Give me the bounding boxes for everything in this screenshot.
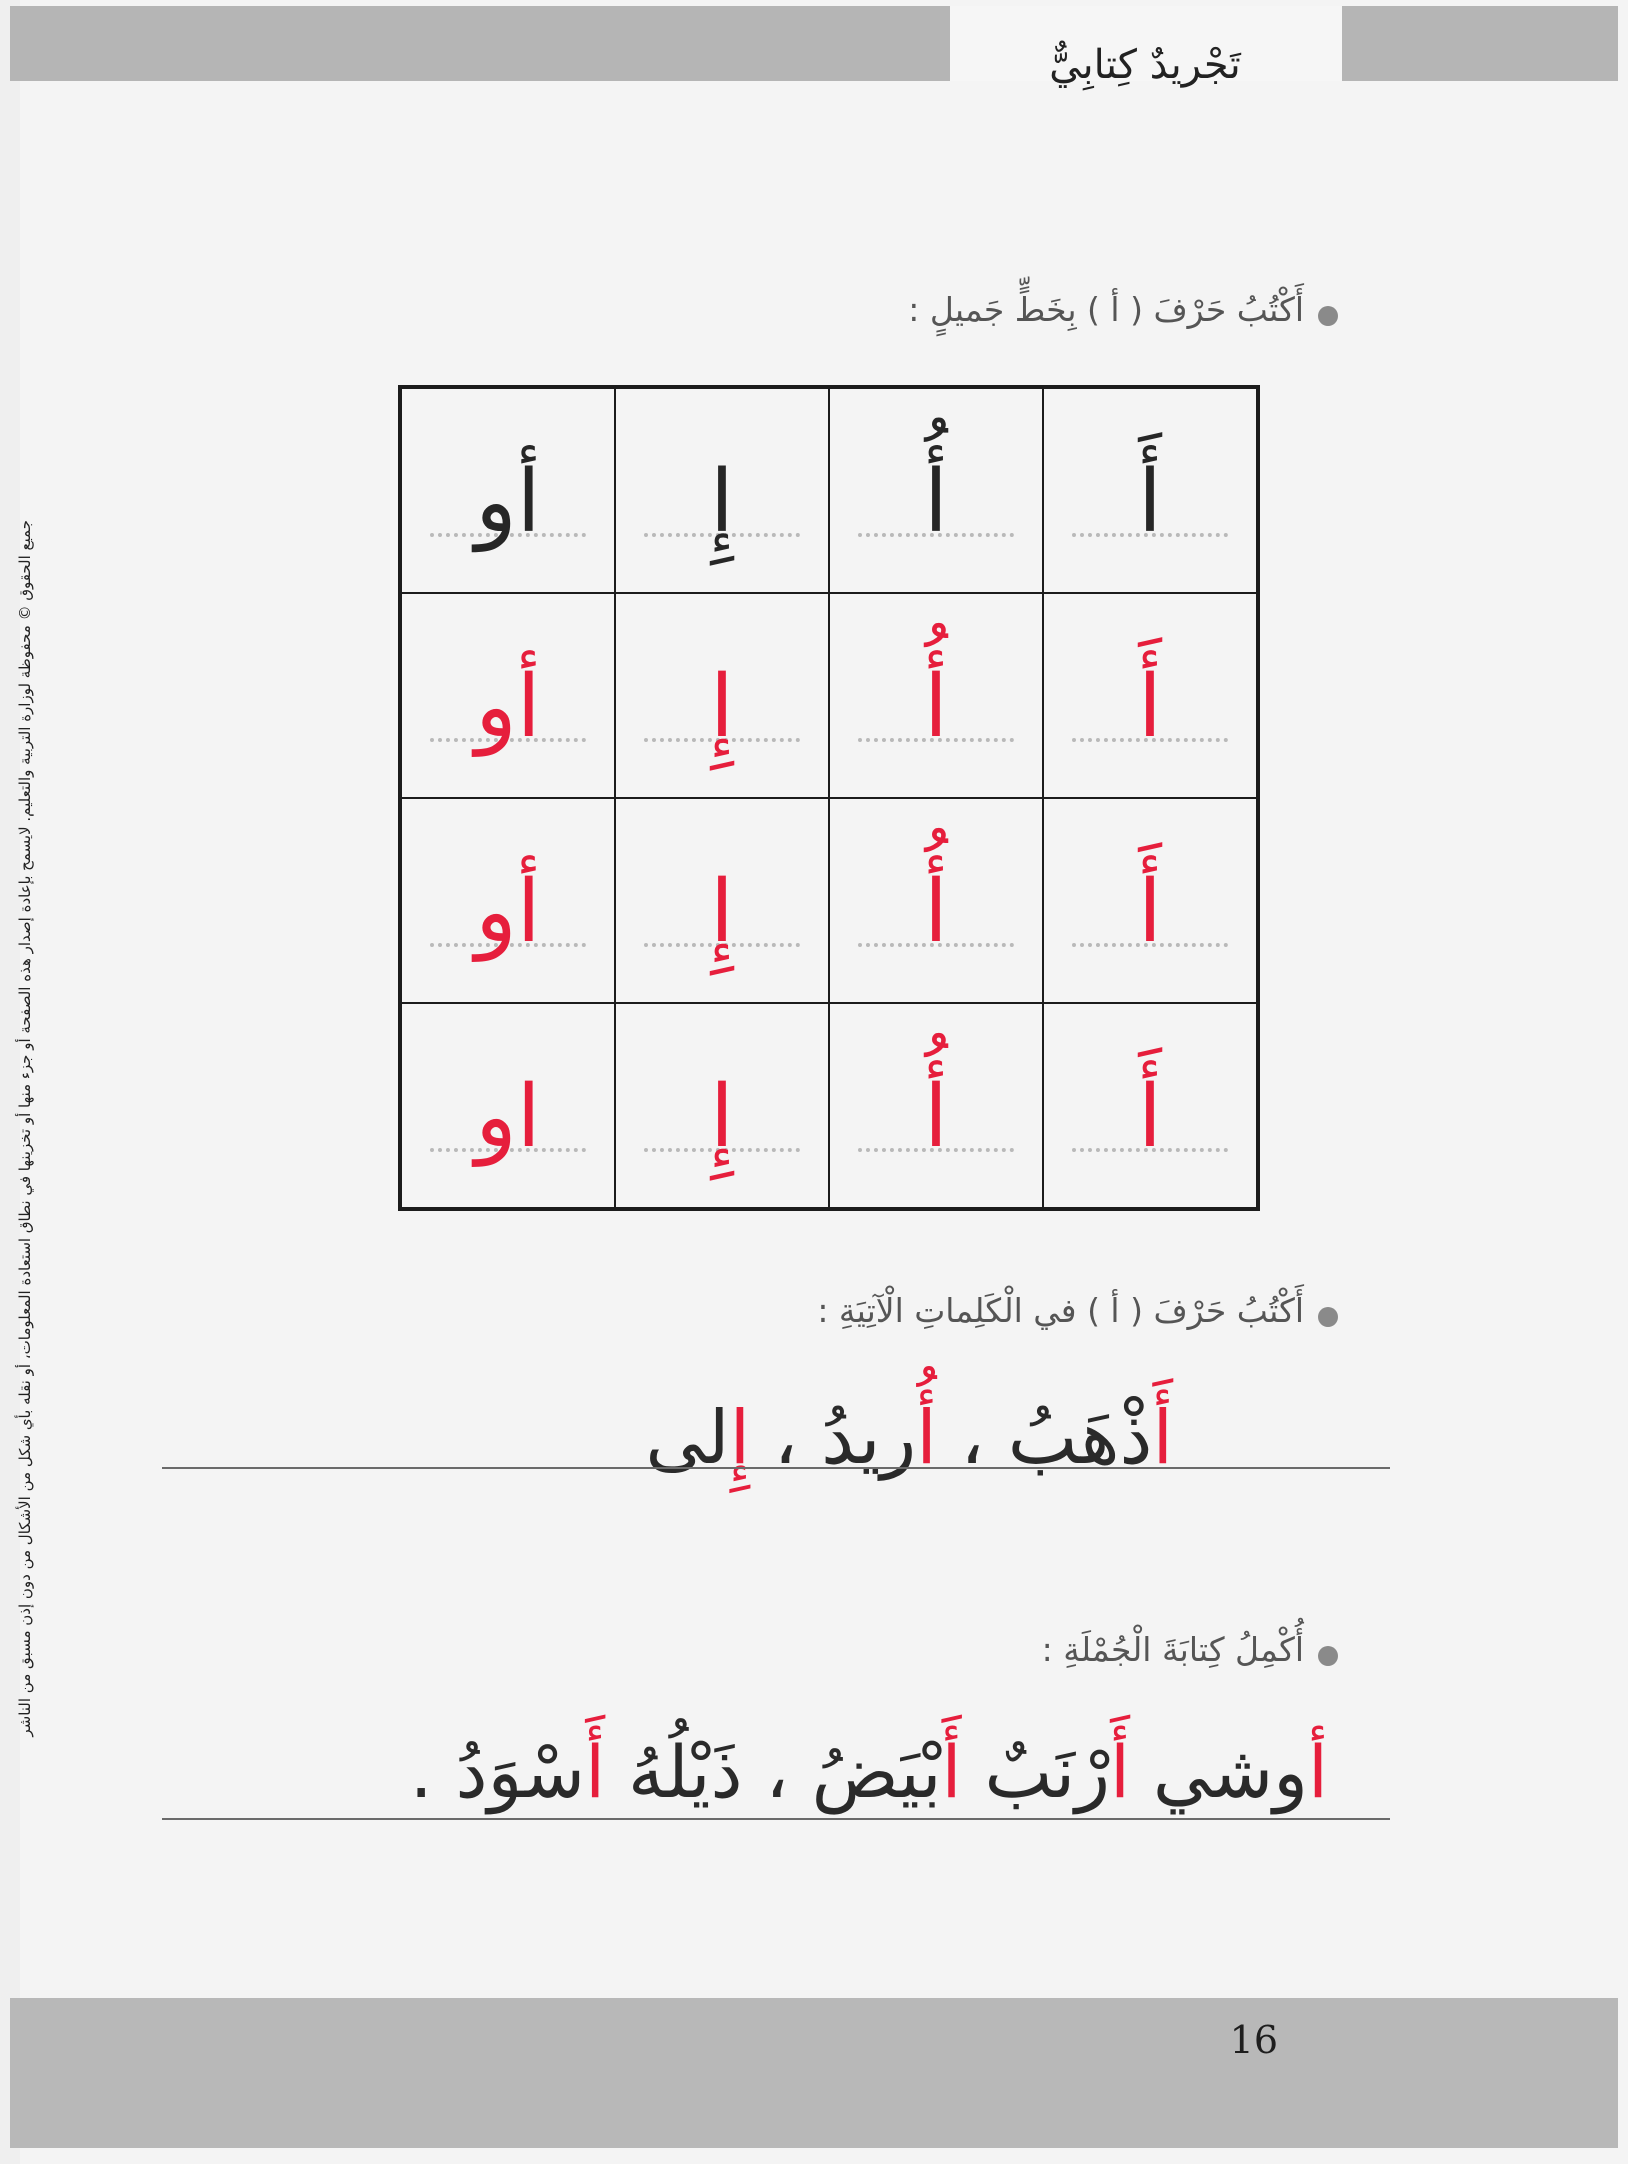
handwritten-letter: أُ (924, 862, 948, 962)
word-rest: بْيَضُ (811, 1730, 942, 1814)
comma: ، (750, 1395, 798, 1481)
grid-cell (829, 593, 1043, 798)
word-rest: سْوَدُ . (409, 1730, 586, 1814)
comma: ، (936, 1395, 985, 1481)
exercise1-instruction: أَكْتُبُ حَرْفَ ( أ ) بِخَطٍّ جَميلٍ : (908, 290, 1304, 329)
exercise2-instruction: أَكْتُبُ حَرْفَ ( أ ) في الْكَلِماتِ الْآتِيَةِ : (817, 1291, 1304, 1330)
filled-letter: أُ (916, 1395, 937, 1481)
grid-cell (1043, 388, 1257, 593)
footer-band (10, 1998, 1618, 2148)
handwritten-letter: أو (475, 657, 541, 757)
grid-cell (401, 593, 615, 798)
page-title: تَجْريدٌ كِتابِيٌّ (1049, 42, 1241, 88)
header-band-left (10, 6, 950, 81)
copyright-note: جميع الحقوق © محفوظة لوزارة التربية والتعليم. لايسمح بإعادة إصدار هذه الصفحة أو جزء منها أو تخزينها في نطاق استعادة المعلومات، أو نقله بأي شكل من الأشكال من دون إذن مسبق من الناشر (16, 520, 34, 1737)
word-rest: ذَيْلُهُ (628, 1730, 743, 1814)
grid-cell (615, 388, 829, 593)
comma: ، (742, 1730, 789, 1814)
word (1153, 1730, 1328, 1814)
handwritten-letter: أَ (1138, 1067, 1162, 1167)
writing-line (162, 1818, 1390, 1820)
writing-line (162, 1467, 1390, 1469)
handwritten-letter: أَ (1138, 862, 1162, 962)
filled-letter: أَ (585, 1730, 606, 1814)
grid-cell (401, 1003, 615, 1208)
handwritten-letter: أو (475, 862, 541, 962)
filled-letter: أَ (1152, 1395, 1173, 1481)
exercise3-answer (410, 1730, 1328, 1814)
word (410, 1730, 605, 1814)
printed-letter: أَ (1138, 452, 1162, 552)
handwritten-letter: إِ (710, 862, 734, 962)
word (812, 1730, 962, 1814)
word-rest: وشي (1152, 1730, 1308, 1814)
grid-cell (829, 388, 1043, 593)
exercise3-instruction: أُكْمِلُ كِتابَةَ الْجُمْلَةِ : (1041, 1630, 1304, 1669)
handwritten-letter: أُ (924, 657, 948, 757)
grid-cell (615, 593, 829, 798)
letter-grid (398, 385, 1260, 1211)
word-rest: ذْهَبُ (1007, 1395, 1153, 1481)
handwritten-letter: إِ (710, 1067, 734, 1167)
filled-letter: إِ (729, 1395, 751, 1481)
grid-cell (1043, 1003, 1257, 1208)
word (984, 1730, 1130, 1814)
page-number: 16 (1229, 2018, 1278, 2062)
filled-letter: أَ (941, 1730, 962, 1814)
filled-letter: أَ (1109, 1730, 1130, 1814)
word-rest: ريدُ (821, 1395, 917, 1481)
grid-cell (1043, 798, 1257, 1003)
printed-letter: أُ (924, 452, 948, 552)
grid-cell (401, 388, 615, 593)
header-band-right (1342, 6, 1618, 81)
bullet-icon (1318, 306, 1338, 326)
filled-letter: أ (1307, 1730, 1328, 1814)
grid-cell (615, 798, 829, 1003)
grid-cell (829, 1003, 1043, 1208)
bullet-icon (1318, 1646, 1338, 1666)
printed-letter: إِ (710, 452, 734, 552)
bullet-icon (1318, 1307, 1338, 1327)
word (628, 1730, 743, 1814)
grid-cell (615, 1003, 829, 1208)
grid-cell (401, 798, 615, 1003)
handwritten-letter: أُ (924, 1067, 948, 1167)
word-rest: رْنَبٌ (984, 1730, 1110, 1814)
handwritten-letter: إِ (710, 657, 734, 757)
handwritten-letter: او (475, 1067, 541, 1167)
grid-cell (829, 798, 1043, 1003)
word-rest: لى (645, 1395, 730, 1481)
printed-letter: أو (475, 452, 541, 552)
handwritten-letter: أَ (1138, 657, 1162, 757)
grid-cell (1043, 593, 1257, 798)
